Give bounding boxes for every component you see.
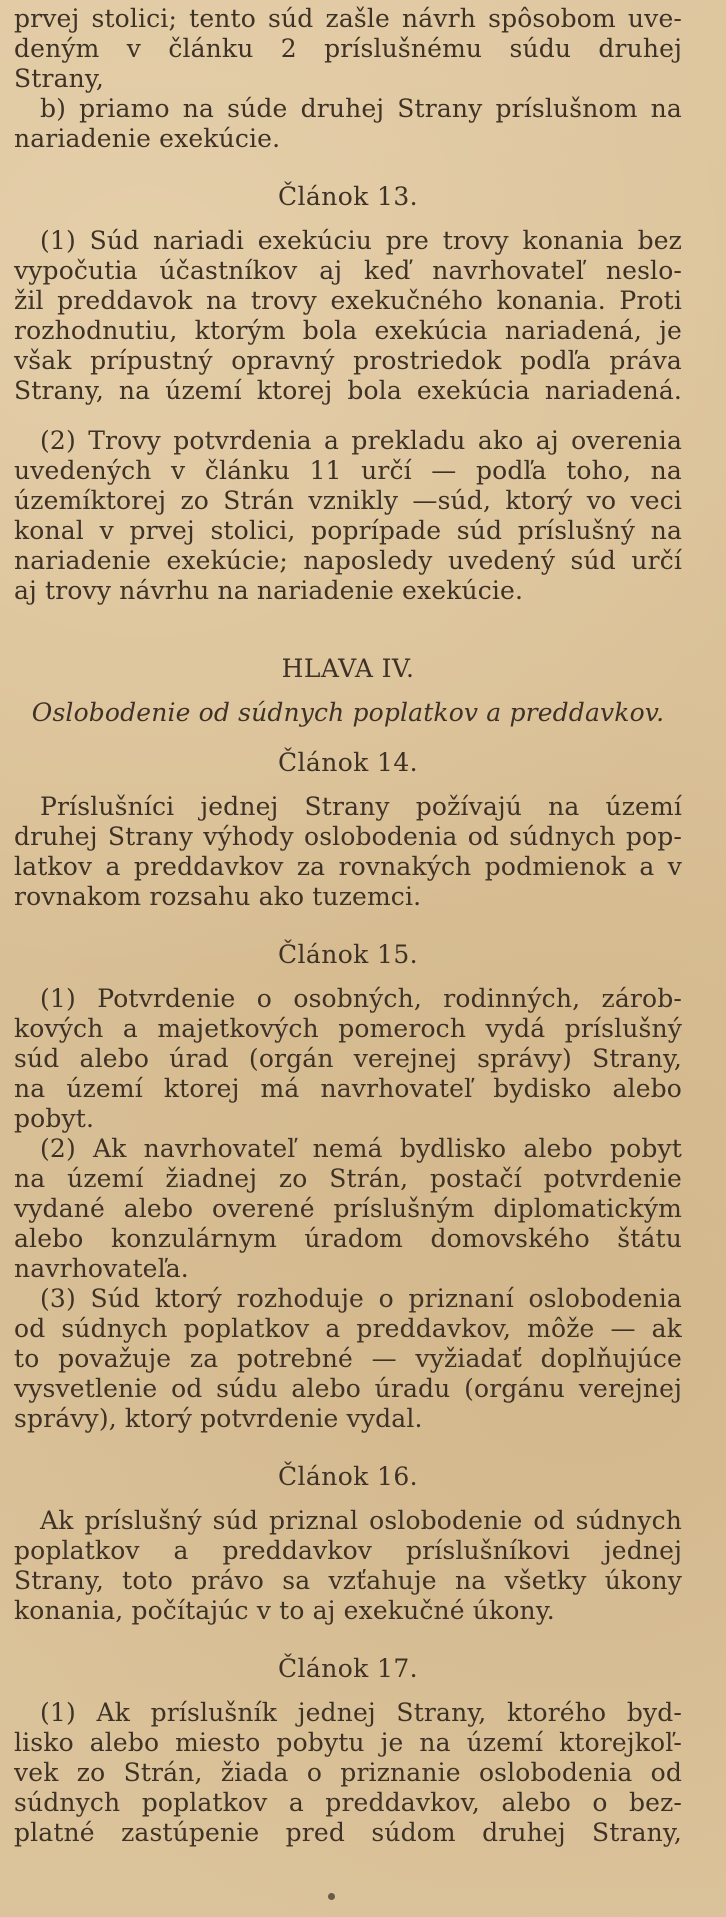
text-line: konal v prvej stolici, poprípade súd príslušný na: [14, 516, 682, 545]
text-line: nariadenie exekúcie.: [14, 124, 281, 153]
text-line: kových a majetkových pomeroch vydá príslušný: [14, 1014, 682, 1043]
text-line: rozhodnutiu, ktorým bola exekúcia nariadená, je: [14, 316, 682, 345]
text-line: poplatkov a preddavkov príslušníkovi jednej: [14, 1536, 682, 1565]
text-line: uvedených v článku 11 určí — podľa toho, na: [14, 456, 682, 485]
text-line: platné zastúpenie pred súdom druhej Strany,: [14, 1818, 682, 1847]
text-line: však prípustný opravný prostriedok podľa práva: [14, 346, 682, 375]
text-line: územíktorej zo Strán vznikly —súd, ktorý vo veci: [14, 486, 682, 515]
article-15-paragraph-1: [14, 984, 682, 1134]
article-14-heading: Článok 14.: [277, 748, 419, 777]
text-line: vysvetlenie od súdu alebo úradu (orgánu verejnej: [14, 1374, 682, 1403]
text-line: vypočutia účastníkov aj keď navrhovateľ neslo-: [14, 256, 682, 285]
text-line: žil preddavok na trovy exekučného konania. Proti: [14, 286, 682, 315]
text-line: navrhovateľa.: [14, 1254, 189, 1283]
text-line: lisko alebo miesto pobytu je na území ktorejkoľ-: [14, 1728, 682, 1757]
text-line: aj trovy návrhu na nariadenie exekúcie.: [14, 576, 524, 605]
text-line: b) priamo na súde druhej Strany príslušnom na: [40, 94, 682, 123]
bottom-dot-mark: [328, 1893, 335, 1900]
article-13-heading: Článok 13.: [277, 182, 419, 211]
text-line: (1) Potvrdenie o osobných, rodinných, zárob-: [40, 984, 682, 1013]
article-16-paragraph-1: [14, 1506, 682, 1626]
text-line: pobyt.: [14, 1104, 95, 1133]
article-15-paragraph-3: [14, 1284, 682, 1434]
article-13-paragraph-2: [14, 426, 682, 606]
text-line: (2) Trovy potvrdenia a prekladu ako aj overenia: [40, 426, 682, 455]
text-line: druhej Strany výhody oslobodenia od súdnych pop-: [14, 822, 682, 851]
article-13-paragraph-1: [14, 226, 682, 406]
article-17-paragraph-1: [14, 1698, 682, 1848]
text-line: (1) Súd nariadi exekúciu pre trovy konania bez: [40, 226, 682, 255]
text-line: Strany, toto právo sa vzťahuje na všetky úkony: [14, 1566, 682, 1595]
text-line: deným v článku 2 príslušnému súdu druhej: [14, 34, 682, 63]
chapter-4-heading: HLAVA IV.: [281, 654, 415, 683]
text-line: (1) Ak príslušník jednej Strany, ktorého byd-: [40, 1698, 682, 1727]
article-16-heading: Článok 16.: [277, 1462, 419, 1491]
text-line: správy), ktorý potvrdenie vydal.: [14, 1404, 423, 1433]
text-line: vydané alebo overené príslušným diplomatickým: [14, 1194, 682, 1223]
text-line: od súdnych poplatkov a preddavkov, môže — ak: [14, 1314, 682, 1343]
text-line: (3) Súd ktorý rozhoduje o priznaní oslobodenia: [40, 1284, 682, 1313]
chapter-4-subtitle: Oslobodenie od súdnych poplatkov a preddavkov.: [31, 698, 665, 727]
article-17-heading: Článok 17.: [277, 1654, 419, 1683]
article-15-heading: Článok 15.: [277, 940, 419, 969]
document-page: [14, 4, 682, 1848]
text-line: vek zo Strán, žiada o priznanie oslobodenia od: [14, 1758, 682, 1787]
text-line: alebo konzulárnym úradom domovského štátu: [14, 1224, 682, 1253]
text-line: súd alebo úrad (orgán verejnej správy) Strany,: [14, 1044, 682, 1073]
text-line: Strany, na území ktorej bola exekúcia nariadená.: [14, 376, 682, 405]
text-line: súdnych poplatkov a preddavkov, alebo o bez-: [14, 1788, 682, 1817]
text-line: konania, počítajúc v to aj exekučné úkony.: [14, 1596, 555, 1625]
text-line: Príslušníci jednej Strany požívajú na území: [40, 792, 682, 821]
text-line: to považuje za potrebné — vyžiadať doplňujúce: [14, 1344, 682, 1373]
text-line: latkov a preddavkov za rovnakých podmienok a v: [14, 852, 682, 881]
text-line: Strany,: [14, 64, 104, 93]
text-line: prvej stolici; tento súd zašle návrh spôsobom uve-: [14, 4, 682, 33]
text-line: na území ktorej má navrhovateľ bydisko alebo: [14, 1074, 682, 1103]
text-line: na území žiadnej zo Strán, postačí potvrdenie: [14, 1164, 682, 1193]
text-line: Ak príslušný súd priznal oslobodenie od súdnych: [40, 1506, 682, 1535]
article-14-paragraph-1: [14, 792, 682, 912]
top-paragraph: [14, 4, 682, 154]
article-15-paragraph-2: [14, 1134, 682, 1284]
text-line: (2) Ak navrhovateľ nemá bydlisko alebo pobyt: [40, 1134, 682, 1163]
text-line: rovnakom rozsahu ako tuzemci.: [14, 882, 422, 911]
text-line: nariadenie exekúcie; naposledy uvedený súd určí: [14, 546, 682, 575]
